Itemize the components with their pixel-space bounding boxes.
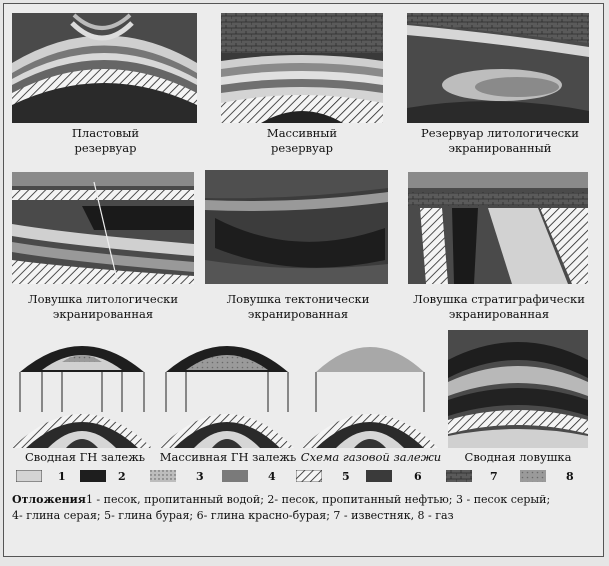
panel-anticline-trap: [448, 330, 588, 448]
panel-stratigraphic-trap: [408, 172, 588, 284]
caption-line: резервуар: [270, 141, 334, 155]
legend-line-2: 4- глина серая; 5- глина бурая; 6- глина красно-бурая; 7 - известняк, 8 - газ: [12, 509, 454, 522]
legend-swatch-3: [150, 470, 176, 482]
caption-massive-gas-oil: Массивная ГН залежь: [159, 450, 297, 464]
legend-line-1: 1 - песок, пропитанный водой; 2- песок, пропитанный нефтью; 3 - песок серый;: [85, 493, 551, 506]
legend-number: 7: [490, 470, 498, 483]
legend-number: 6: [414, 470, 422, 483]
legend-swatch-2: [80, 470, 106, 482]
legend-number: 2: [118, 470, 126, 483]
panel-massive-reservoir: [221, 13, 383, 123]
caption-line: Массивный: [266, 126, 338, 140]
legend-swatch-7: [446, 470, 472, 482]
panel-tectonic-trap: [205, 170, 388, 284]
caption-anticline-trap: Сводная ловушка: [464, 450, 572, 464]
legend-description: [12, 492, 597, 524]
panel-lithologic-reservoir: [407, 13, 589, 123]
caption-tectonic-trap: [208, 292, 388, 322]
caption-massive-reservoir: [221, 126, 383, 156]
panel-lithologic-trap: [12, 172, 194, 284]
caption-line: Резервуар литологически: [421, 126, 579, 140]
legend-title: Отложения: [12, 493, 86, 506]
caption-gas-deposit-scheme: Схема газовой залежи: [300, 450, 442, 464]
panel-gas-deposit-scheme: [302, 330, 438, 448]
caption-line: Ловушка литологически: [27, 292, 179, 306]
caption-anticline-gas-oil: Сводная ГН залежь: [24, 450, 146, 464]
legend-swatch-5: [296, 470, 322, 482]
caption-line: Ловушка тектонически: [226, 292, 370, 306]
legend-number: 8: [566, 470, 574, 483]
caption-line: экранированная: [448, 307, 550, 321]
caption-lithologic-reservoir: [400, 126, 600, 156]
panel-layered-reservoir: [12, 13, 197, 123]
legend-number: 4: [268, 470, 276, 483]
caption-line: экранированная: [247, 307, 349, 321]
caption-lithologic-trap: [18, 292, 188, 322]
caption-layered-reservoir: [28, 126, 183, 156]
legend-swatch-4: [222, 470, 248, 482]
caption-line: Пластовый: [71, 126, 140, 140]
legend-swatch-6: [366, 470, 392, 482]
legend-number: 5: [342, 470, 350, 483]
legend-swatch-8: [520, 470, 546, 482]
caption-stratigraphic-trap: [404, 292, 594, 322]
caption-line: резервуар: [74, 141, 137, 155]
caption-line: экранированная: [52, 307, 154, 321]
legend-number: 1: [58, 470, 66, 483]
caption-line: экранированный: [448, 141, 552, 155]
caption-line: Ловушка стратиграфически: [413, 292, 585, 306]
legend-number: 3: [196, 470, 204, 483]
panel-anticline-gas-oil: [12, 330, 152, 448]
panel-massive-gas-oil: [160, 330, 294, 448]
legend-swatch-1: [16, 470, 42, 482]
